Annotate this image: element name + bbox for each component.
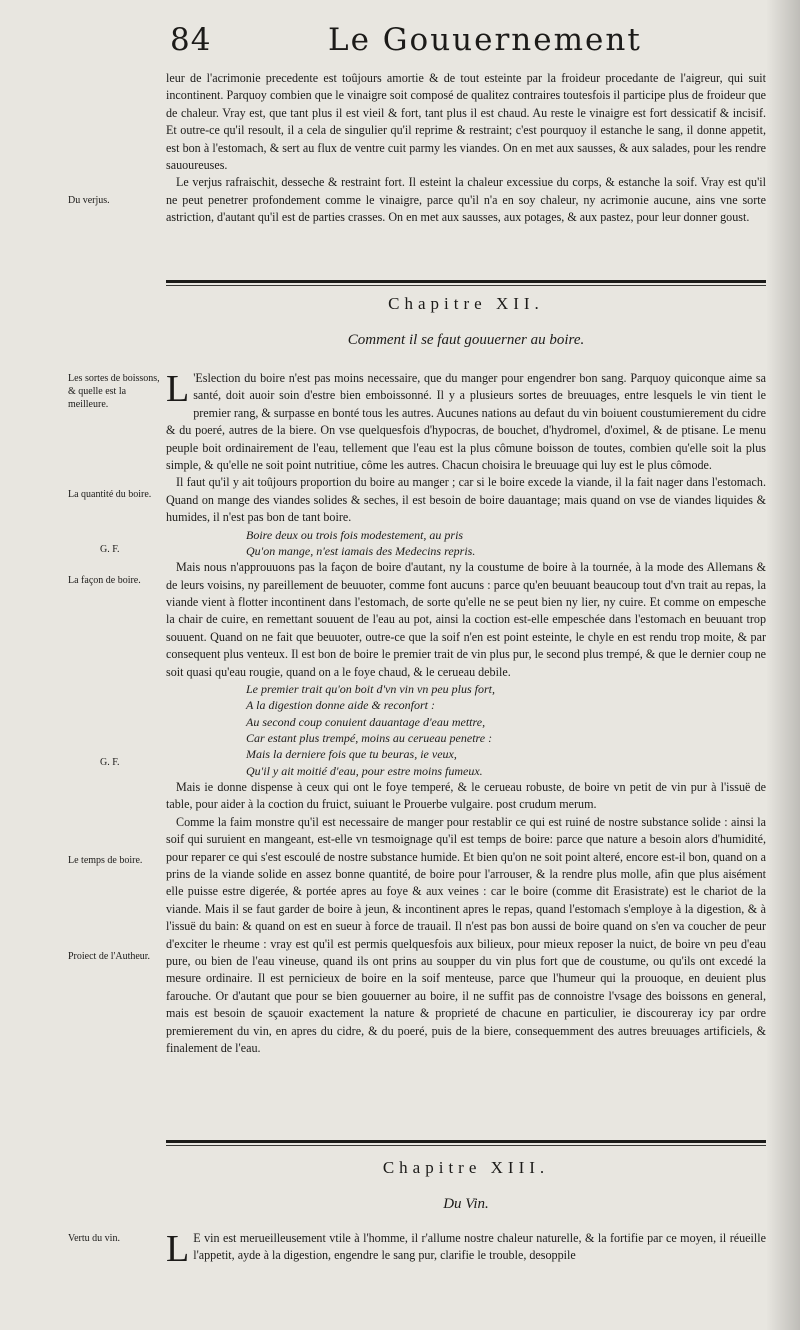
running-head	[160, 22, 760, 68]
paragraph-text: E vin est merueilleusement vtile à l'homme, il r'allume nostre chaleur naturelle, & la fortifie par ce moyen, il réueille l'appetit, ayde à la digestion, engendre le sang pur, clarifie le trouble, desoppile	[193, 1231, 766, 1263]
chapter-12-paragraph-5: Comme la faim monstre qu'il est necessaire de manger pour restablir ce qui est ruiné de nostre substance solide : ainsi la soif qui suruient en mangeant, est-elle vn tesmoignage qu'il est temps de boire: parce que nature a besoin alors d'humidité, pour reparer ce qui s'est escoulé de nostre substance humide. Et bien qu'on ne soit point alteré, encore est-il bon, quand on a prins de la viande solide en assez bonne quantité, de boire pour l'arrouser, & la rendre plus molle, afin que plus aisément elle puisse estre digerée, & portée apres au foye & aux veines : car le boire (comme dit Erasistrate) est le chariot de la viande. Mais il se faut garder de boire à jeun, & incontinent apres le repas, quand l'estomach s'employe à la digestion, & à l'issuë du bain: & quand on est en sueur à force de trauail. Il n'est pas bon aussi de boire quand on s'en va coucher de peur d'exciter le rheume : vray est qu'il est permis quelquesfois aux bilieux, pour mieux reposer la nuict, de boire vn peu d'eau pure, ou bien de l'eau vineuse, quand ils ont prins au soupper du vin plus fort que de coustume, ou qu'ils ont excedé la mesure ordinaire. Il est pernicieux de boire en la soif menteuse, parce que l'humeur qui la prouoque, en deuient plus farouche. Or d'autant que pour se bien gouuerner au boire, il ne suffit pas de connoistre l'vsage des boissons en general, mais est besoin de sçauoir exactement la nature & proprieté de chacune en particulier, ie discoureray icy par ordre premierement du vin, en apres du cidre, & du poeré, puis de la biere, consequemment des autres breuuages artificiels, & finalement de l'eau.	[166, 814, 766, 1055]
section-rule-thin	[166, 1145, 766, 1146]
verse-line: A la digestion donne aide & reconfort :	[246, 698, 435, 713]
verse-line: Boire deux ou trois fois modestement, au pris	[246, 527, 464, 542]
verse-line: Le premier trait qu'on boit d'vn vin vn peu plus fort,	[246, 682, 495, 697]
chapter-12-body	[166, 370, 766, 1057]
margin-note-vertu: Vertu du vin.	[68, 1233, 120, 1244]
chapter-13-subtitle: Du Vin.	[443, 1196, 489, 1212]
margin-note-quantite: La quantité du boire.	[68, 489, 152, 500]
verse-line: Au second coup conuient dauantage d'eau mettre,	[246, 714, 486, 729]
drop-cap: L	[166, 1228, 190, 1270]
chapter-12-heading: Chapitre XII.	[388, 294, 544, 313]
margin-note-proiect: Proiect de l'Autheur.	[68, 951, 151, 962]
section-rule-thin	[166, 285, 766, 286]
drop-cap: L	[166, 368, 190, 410]
top-text-block	[166, 70, 766, 227]
section-rule	[166, 1140, 766, 1143]
running-title: Le Gouuernement	[328, 22, 642, 58]
chapter-12-paragraph-3: Mais nous n'approuuons pas la façon de boire d'autant, ny la coustume de boire à la tournée, à la mode des Allemans & de leurs voisins, ny pareillement de beuuoter, comme font aucuns : parce qu'en beuuant beaucoup tout d'vn trait au repas, la viande vient à flotter incontinent dans l'estomach, de sorte qu'elle ne se peut bien ny lier, ny cuire. Et comme on empesche la chair de cuire, en remettant souuent de l'eau au pot, ainsi la coction est-elle empeschée dans l'estomach en beuuant trop souuent. Quand on ne fait que beuuoter, outre-ce que la soif n'en est point esteinte, le chyle en est rendu trop moite, & par consequent plus venteux. Il est bon de boire le premier trait de vin plus pur, le second plus trempé, & que le dernier coup ne soit quasi qu'eau rougie, quand on a le foye chaud, & le cerueau debile.	[166, 560, 766, 679]
margin-note-sortes: Les sortes de boissons, & quelle est la meilleure.	[68, 373, 160, 410]
margin-note-verjus: Du verjus.	[68, 195, 110, 206]
chapter-13-body	[166, 1228, 766, 1270]
margin-note-temps: Le temps de boire.	[68, 855, 143, 866]
chapter-13-paragraph-1	[166, 1228, 766, 1270]
chapter-13-heading: Chapitre XIII.	[382, 1158, 550, 1177]
paragraph-verjus: Le verjus rafraischit, desseche & restraint fort. Il esteint la chaleur excessiue du corps, & estanche la soif. Vray est qu'il ne peut penetrer profondement comme le vinaigre, parce qu'il n'a en soy chaleur, ny acrimonie aucune, ains vne sorte astriction, d'autant qu'il est de parties crasses. On en met aux sausses, aux potages, & aux pastez, pour leur donner goust.	[166, 175, 766, 225]
verse-line: Qu'on mange, n'est iamais des Medecins repris.	[246, 543, 476, 558]
chapter-12-paragraph-1	[166, 370, 766, 474]
section-rule	[166, 280, 766, 283]
verse-line: Car estant plus trempé, moins au cerueau penetre :	[246, 730, 493, 745]
margin-note-gf-2: G. F.	[100, 757, 120, 768]
margin-note-facon: La façon de boire.	[68, 575, 141, 586]
paragraph-text: 'Eslection du boire n'est pas moins necessaire, que du manger pour engendrer bon sang. Parquoy quiconque aime sa santé, doit auoir soin d'estre bien emboissonné. Il y a plusieurs sortes de breuuages, entre lesquels le vin tient le premier rang, & surpasse en bonté tous les autres. Aucunes nations au defaut du vin boiuent coustumierement du cidre & du poeré, autres de la biere. On vse quelquesfois d'hypocras, de bouchet, d'hydromel, d'oximel, & de ptisane. Le menu peuple boit ordinairement de l'eau, tellement que l'eau est la plus cômune boisson de toutes, combien qu'elle soit la plus simple, & qu'elle ne soit point nutritiue, côme les autres. Chacun choisira le breuuage qui luy est le plus cômode.	[166, 371, 766, 473]
chapter-12-paragraph-2: Il faut qu'il y ait toûjours proportion du boire au manger ; car si le boire excede la viande, il la fait nager dans l'estomach. Quand on mange des viandes solides & seches, il est besoin de boire dauantage; mais quand on vse de viandes liquides & humides, il n'est pas bon de tant boire.	[166, 475, 766, 525]
verse-line: Qu'il y ait moitié d'eau, pour estre moins fumeux.	[246, 763, 483, 778]
page-shadow	[766, 0, 800, 1330]
page-number: 84	[170, 22, 212, 58]
margin-note-gf-1: G. F.	[100, 544, 120, 555]
chapter-12-paragraph-4: Mais ie donne dispense à ceux qui ont le foye temperé, & le cerueau robuste, de boire vn petit de vin pur à l'issuë de table, pour aider à la coction du fruict, suiuant le Prouerbe vulgaire. post crudum merum.	[166, 779, 766, 812]
verse-line: Mais la derniere fois que tu beuras, ie veux,	[246, 747, 457, 762]
paragraph-vinaigre: leur de l'acrimonie precedente est toûjours amortie & de tout esteinte par la froideur procedante de l'aigreur, qui suit incontinent. Parquoy combien que le vinaigre soit composé de qualitez contraires toutesfois il participe plus de froideur que de chaleur. Vray est, que tant plus il est vieil & fort, tant plus il est chaud. Au reste le vinaigre est fort dessicatif & incisif. Et outre-ce qu'il resoult, il a cela de singulier qu'il reprime & restraint; c'est pourquoy il estanche le sang, il donne appetit, est bon à l'estomach, & sert au flux de ventre cuit parmy les viandes. On en met aux sausses, & aux salades, pour les rendre sauoureuses.	[166, 71, 766, 173]
chapter-12-subtitle: Comment il se faut gouuerner au boire.	[347, 332, 585, 348]
